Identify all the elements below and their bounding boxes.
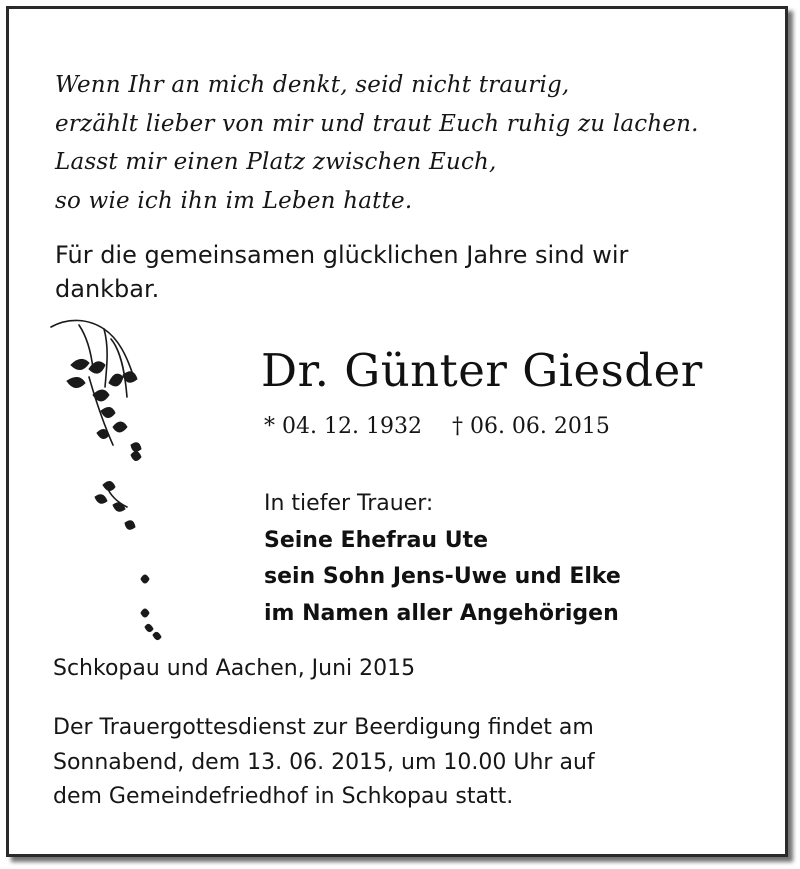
birth-date: * 04. 12. 1932 <box>264 414 422 439</box>
life-dates <box>264 414 610 439</box>
poem-line: Lasst mir einen Platz zwischen Euch, <box>55 149 497 175</box>
service-line: dem Gemeindefriedhof in Schkopau statt. <box>53 784 514 809</box>
notice-frame <box>6 6 788 857</box>
mourners-intro: In tiefer Trauer: <box>264 491 434 516</box>
poem-line: so wie ich ihn im Leben hatte. <box>55 187 413 214</box>
service-line: Sonnabend, dem 13. 06. 2015, um 10.00 Uhr auf <box>53 749 595 775</box>
service-line: Der Trauergottesdienst zur Beerdigung findet am <box>53 715 594 740</box>
mourner-line: im Namen aller Angehörigen <box>264 600 619 626</box>
mourners-block <box>264 486 621 632</box>
mourner-line: Seine Ehefrau Ute <box>264 527 489 553</box>
funeral-service-info <box>53 711 595 815</box>
gratitude-text: Für die gemeinsamen glücklichen Jahre sind wir dankbar. <box>55 241 629 303</box>
poem-line: Wenn Ihr an mich denkt, seid nicht traurig, <box>55 72 570 98</box>
death-date: † 06. 06. 2015 <box>451 414 610 439</box>
place-date: Schkopau und Aachen, Juni 2015 <box>53 656 416 681</box>
poem-line: erzählt lieber von mir und traut Euch ruhig zu lachen. <box>55 110 699 137</box>
birch-branch-leaves-icon <box>49 317 169 657</box>
memorial-poem <box>55 66 699 220</box>
deceased-name: Dr. Günter Giesder <box>261 344 703 397</box>
mourner-line: sein Sohn Jens-Uwe und Elke <box>264 564 621 589</box>
